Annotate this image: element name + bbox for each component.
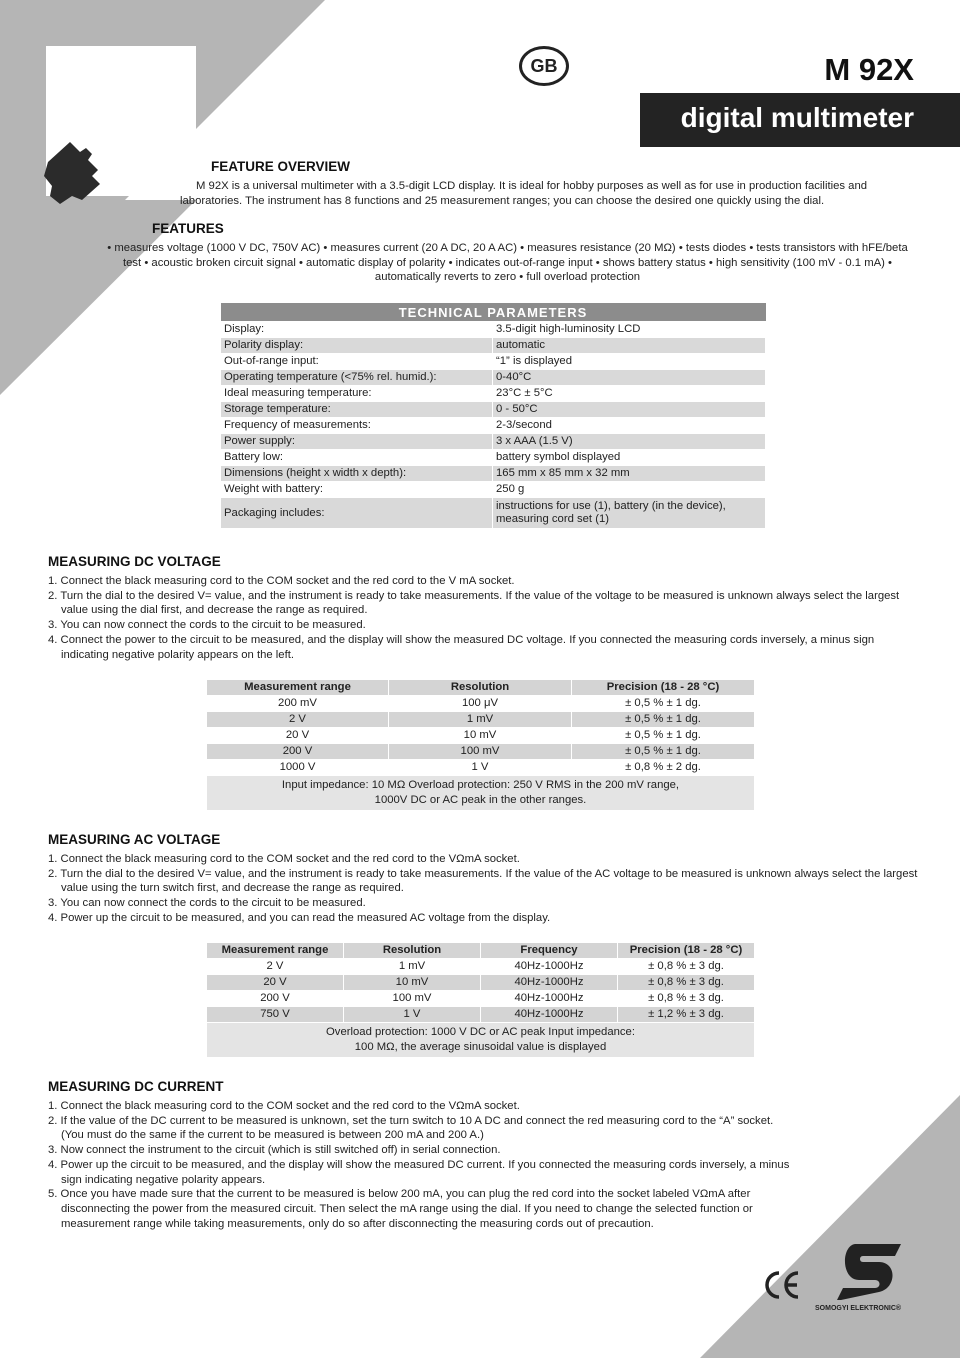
dc-current-heading: MEASURING DC CURRENT — [48, 1079, 224, 1094]
table-note-line: 100 MΩ, the average sinusoidal value is displayed — [354, 1041, 607, 1053]
tech-param-value: 165 mm x 85 mm x 32 mm — [493, 466, 766, 482]
table-cell: 1 mV — [344, 959, 481, 975]
tech-param-row — [221, 498, 766, 529]
tech-params-body — [221, 322, 766, 529]
step-item: 4. Power up the circuit to be measured, and you can read the measured AC voltage from the display. — [48, 911, 551, 924]
tech-param-label: Weight with battery: — [221, 482, 493, 498]
tech-param-row — [221, 482, 766, 498]
table-row — [207, 728, 755, 744]
tech-param-row — [221, 338, 766, 354]
table-cell: 100 μV — [389, 696, 572, 712]
table-cell: 200 V — [207, 744, 389, 760]
table-cell: 200 mV — [207, 696, 389, 712]
tech-param-label: Storage temperature: — [221, 402, 493, 418]
step-item: 5. Once you have made sure that the current to be measured is below 200 mA, you can plug the red cord into the socket labeled VΩmA after disconnecting the power from the measured circuit. Then select the mA range using the dial. If you need to change the selected function or measurement range while taking measurements, only do so after disconnecting the measuring cords out of precaution. — [48, 1188, 753, 1230]
step-item: 3. Now connect the instrument to the circuit (which is still switched off) in serial connection. — [48, 1144, 501, 1157]
tech-param-row — [221, 386, 766, 402]
tech-param-row — [221, 466, 766, 482]
tech-param-row — [221, 418, 766, 434]
dc-table-body — [207, 696, 755, 811]
dc-voltage-steps — [48, 574, 918, 662]
dc-current-steps — [48, 1099, 793, 1231]
table-note-line: Input impedance: 10 MΩ Overload protection: 250 V RMS in the 200 mV range, — [281, 779, 680, 791]
ac-table-body — [207, 959, 755, 1058]
table-cell: 20 V — [207, 975, 344, 991]
tech-param-label: Battery low: — [221, 450, 493, 466]
table-cell: 40Hz-1000Hz — [481, 959, 618, 975]
language-badge: GB — [519, 46, 569, 86]
ac-voltage-heading: MEASURING AC VOLTAGE — [48, 832, 221, 847]
table-cell: 1 mV — [389, 712, 572, 728]
tech-param-label: Packaging includes: — [221, 498, 493, 529]
table-note — [207, 1023, 755, 1058]
table-row — [207, 744, 755, 760]
tech-param-value: battery symbol displayed — [493, 450, 766, 466]
ac-voltage-table — [206, 942, 755, 1058]
table-cell: 200 V — [207, 991, 344, 1007]
column-header: Resolution — [389, 680, 572, 696]
step-item: 3. You can now connect the cords to the circuit to be measured. — [48, 619, 366, 632]
feature-overview-heading: FEATURE OVERVIEW — [211, 159, 351, 174]
tech-param-label: Ideal measuring temperature: — [221, 386, 493, 402]
table-row — [207, 959, 755, 975]
ce-mark — [762, 1256, 802, 1301]
step-item: 1. Connect the black measuring cord to the COM socket and the red cord to the VΩmA socket. — [48, 1100, 520, 1112]
tech-param-value: 0-40°C — [493, 370, 766, 386]
table-cell: ± 0,8 % ± 3 dg. — [618, 975, 755, 991]
features-heading: FEATURES — [152, 221, 224, 236]
table-row — [207, 760, 755, 776]
table-cell: ± 0,5 % ± 1 dg. — [572, 728, 755, 744]
tech-param-label: Polarity display: — [221, 338, 493, 354]
table-row — [207, 991, 755, 1007]
table-cell: 1 V — [389, 760, 572, 776]
step-item: 2. Turn the dial to the desired V= value, and the instrument is ready to take measurements. If the value of the voltage to be measured is unknown always select the largest value using the dial first, and decrease the range as required. — [48, 589, 900, 617]
tech-param-label: Out-of-range input: — [221, 354, 493, 370]
table-cell: ± 0,5 % ± 1 dg. — [572, 696, 755, 712]
table-row — [207, 975, 755, 991]
tech-param-row — [221, 322, 766, 338]
column-header: Measurement range — [207, 943, 344, 959]
tech-param-value: 0 - 50°C — [493, 402, 766, 418]
tech-param-value: 250 g — [493, 482, 766, 498]
table-row — [207, 1007, 755, 1023]
tech-param-label: Frequency of measurements: — [221, 418, 493, 434]
column-header: Frequency — [481, 943, 618, 959]
technical-parameters-table — [220, 303, 766, 529]
column-header: Precision (18 - 28 °C) — [618, 943, 755, 959]
tech-param-row — [221, 354, 766, 370]
table-cell: 20 V — [207, 728, 389, 744]
table-note-row — [207, 1023, 755, 1058]
tech-param-value: 3 x AAA (1.5 V) — [493, 434, 766, 450]
ac-voltage-steps — [48, 852, 918, 926]
tech-param-label: Dimensions (height x width x depth): — [221, 466, 493, 482]
brand-name: SOMOGYI ELEKTRONIC® — [815, 1305, 902, 1312]
table-note — [207, 776, 755, 811]
tech-param-value: 3.5-digit high-luminosity LCD — [493, 322, 766, 338]
table-cell: 40Hz-1000Hz — [481, 1007, 618, 1023]
table-row — [207, 712, 755, 728]
table-note-row — [207, 776, 755, 811]
feature-overview-text: M 92X is a universal multimeter with a 3.5-digit LCD display. It is ideal for hobby purposes as well as for use in production facilities and laboratories. The instrument has 8 functions and 25 measurement ranges; you can choose the desired one quickly using the dial. — [180, 180, 868, 207]
table-cell: 10 mV — [389, 728, 572, 744]
step-item: 4. Power up the circuit to be measured, and the display will show the measured DC current. If you connected the measuring cords inversely, a minus sign indicating negative polarity appears. — [48, 1158, 790, 1186]
tech-param-row — [221, 450, 766, 466]
title-bar — [640, 93, 960, 147]
step-item: 2. Turn the dial to the desired V= value, and the instrument is ready to take measurements. If the value of the AC voltage to be measured is unknown always select the largest value using the turn switch first, and decrease the range as required. — [48, 867, 918, 895]
table-note-line: Overload protection: 1000 V DC or AC peak Input impedance: — [326, 1026, 635, 1038]
somogyi-s-logo — [835, 1242, 903, 1302]
column-header: Precision (18 - 28 °C) — [572, 680, 755, 696]
tech-param-label: Display: — [221, 322, 493, 338]
table-cell: 2 V — [207, 959, 344, 975]
table-cell: ± 0,5 % ± 1 dg. — [572, 744, 755, 760]
tech-param-row — [221, 434, 766, 450]
features-text: • measures voltage (1000 V DC, 750V AC) • measures current (20 A DC, 20 A AC) • measures resistance (20 MΩ) • tests diodes • tests transistors with hFE/beta test • acoustic broken circuit signal • automatic display of polarity • indicates out-of-range input • shows battery status • high sensitivity (100 mV - 0.1 mA) • automatically reverts to zero • full overload protection — [107, 242, 908, 284]
table-cell: ± 0,8 % ± 2 dg. — [572, 760, 755, 776]
tech-param-value: 23°C ± 5°C — [493, 386, 766, 402]
tech-param-label: Operating temperature (<75% rel. humid.): — [221, 370, 493, 386]
table-cell: ± 1,2 % ± 3 dg. — [618, 1007, 755, 1023]
dc-table-header — [207, 680, 755, 696]
table-cell: 1000 V — [207, 760, 389, 776]
tech-params-heading: TECHNICAL PARAMETERS — [221, 303, 766, 322]
page-title: digital multimeter — [680, 102, 914, 133]
column-header: Measurement range — [207, 680, 389, 696]
step-item: 1. Connect the black measuring cord to the COM socket and the red cord to the VΩmA socket. — [48, 853, 520, 865]
table-row — [207, 696, 755, 712]
table-cell: ± 0,8 % ± 3 dg. — [618, 991, 755, 1007]
tech-param-value: “1” is displayed — [493, 354, 766, 370]
ac-table-header — [207, 943, 755, 959]
step-item: 4. Connect the power to the circuit to be measured, and the display will show the measured DC voltage. If you connected the measuring cords inversely, a minus sign indicating negative polarity appears on the left. — [48, 633, 875, 661]
table-cell: 750 V — [207, 1007, 344, 1023]
table-cell: 100 mV — [389, 744, 572, 760]
tech-param-value: automatic — [493, 338, 766, 354]
svg-text:CE: CE — [762, 1256, 785, 1273]
table-note-line: 1000V DC or AC peak in the other ranges. — [374, 794, 587, 806]
table-cell: 100 mV — [344, 991, 481, 1007]
dc-voltage-table — [206, 679, 755, 811]
table-cell: 1 V — [344, 1007, 481, 1023]
tech-param-value: instructions for use (1), battery (in the device), measuring cord set (1) — [493, 498, 766, 529]
step-item: 3. You can now connect the cords to the circuit to be measured. — [48, 897, 366, 910]
table-cell: 10 mV — [344, 975, 481, 991]
step-item: 1. Connect the black measuring cord to the COM socket and the red cord to the V mA socket. — [48, 575, 515, 587]
table-cell: 2 V — [207, 712, 389, 728]
table-cell: 40Hz-1000Hz — [481, 991, 618, 1007]
table-cell: ± 0,5 % ± 1 dg. — [572, 712, 755, 728]
tech-param-label: Power supply: — [221, 434, 493, 450]
tech-param-value: 2-3/second — [493, 418, 766, 434]
step-item: 2. If the value of the DC current to be measured is unknown, set the turn switch to 10 A DC and connect the red measuring cord to the “A” socket. (You must do the same if the current to be measured is between 200 mA and 200 A.) — [48, 1114, 774, 1142]
tech-param-row — [221, 402, 766, 418]
table-cell: 40Hz-1000Hz — [481, 975, 618, 991]
model-name: M 92X — [824, 52, 914, 87]
tech-param-row — [221, 370, 766, 386]
dc-voltage-heading: MEASURING DC VOLTAGE — [48, 554, 221, 569]
column-header: Resolution — [344, 943, 481, 959]
table-cell: ± 0,8 % ± 3 dg. — [618, 959, 755, 975]
